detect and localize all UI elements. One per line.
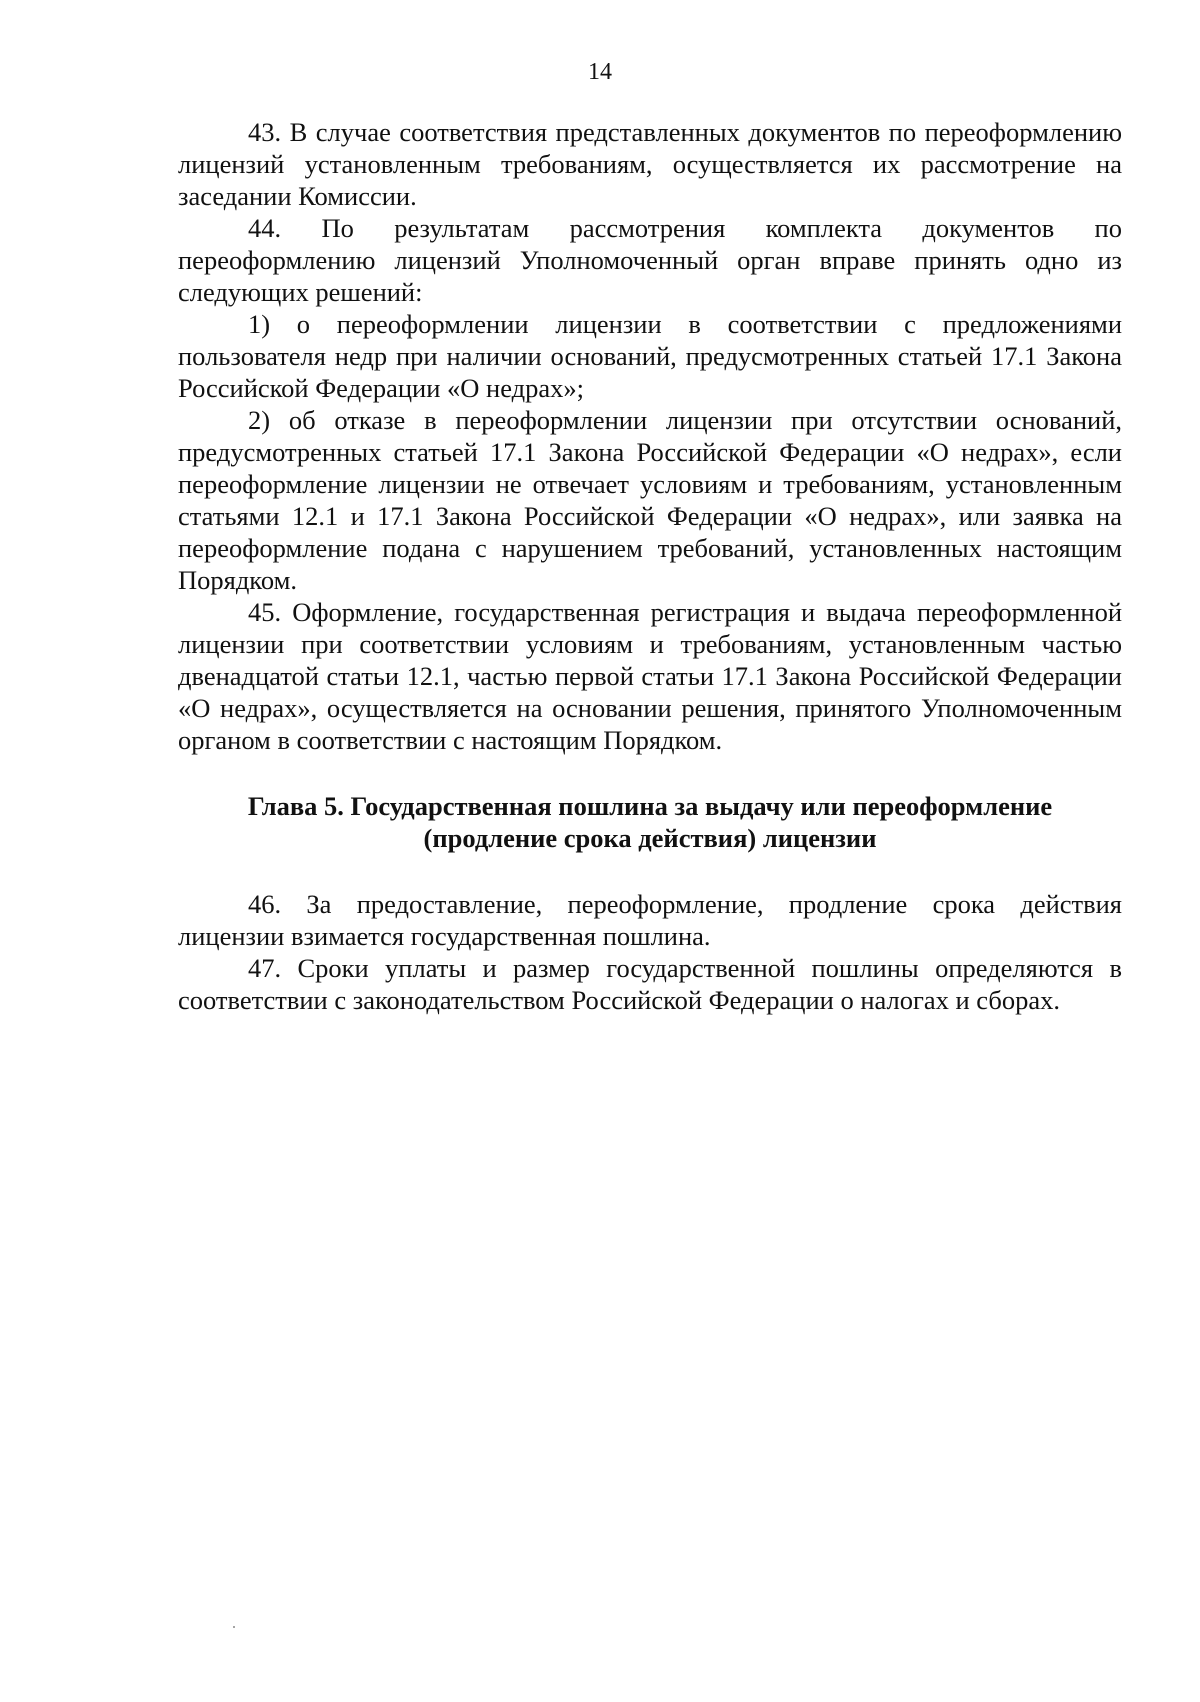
chapter-heading: Глава 5. Государственная пошлина за выдачу или переоформление (продление срока действия) лицензии [247, 791, 1053, 853]
paragraph-46: 46. За предоставление, переоформление, продление срока действия лицензии взимается государственная пошлина. [178, 889, 1122, 951]
paragraph-44-item-1: 1) о переоформлении лицензии в соответствии с предложениями пользователя недр при наличии оснований, предусмотренных статьей 17.1 Закона Российской Федерации «О недрах»; [178, 309, 1122, 403]
document-body [178, 116, 1122, 1016]
paragraph-44-item-2: 2) об отказе в переоформлении лицензии при отсутствии оснований, предусмотренных статьей 17.1 Закона Российской Федерации «О недрах», если переоформление лицензии не отвечает условиям и требованиям, установленным статьями 12.1 и 17.1 Закона Российской Федерации «О недрах», или заявка на переоформление подана с нарушением требований, установленных настоящим Порядком. [178, 405, 1122, 595]
paragraph-47: 47. Сроки уплаты и размер государственной пошлины определяются в соответствии с законодательством Российской Федерации о налогах и сборах. [178, 953, 1122, 1015]
paragraph-44: 44. По результатам рассмотрения комплекта документов по переоформлению лицензий Уполномоченный орган вправе принять одно из следующих решений: [178, 213, 1122, 307]
paragraph-45: 45. Оформление, государственная регистрация и выдача переоформленной лицензии при соответствии условиям и требованиям, установленным частью двенадцатой статьи 12.1, частью первой статьи 17.1 Закона Российской Федерации «О недрах», осуществляется на основании решения, принятого Уполномоченным органом в соответствии с настоящим Порядком. [178, 597, 1122, 755]
scan-speck [233, 1626, 235, 1628]
paragraph-43: 43. В случае соответствия представленных документов по переоформлению лицензий установленным требованиям, осуществляется их рассмотрение на заседании Комиссии. [178, 117, 1122, 211]
page-number: 14 [588, 59, 612, 85]
